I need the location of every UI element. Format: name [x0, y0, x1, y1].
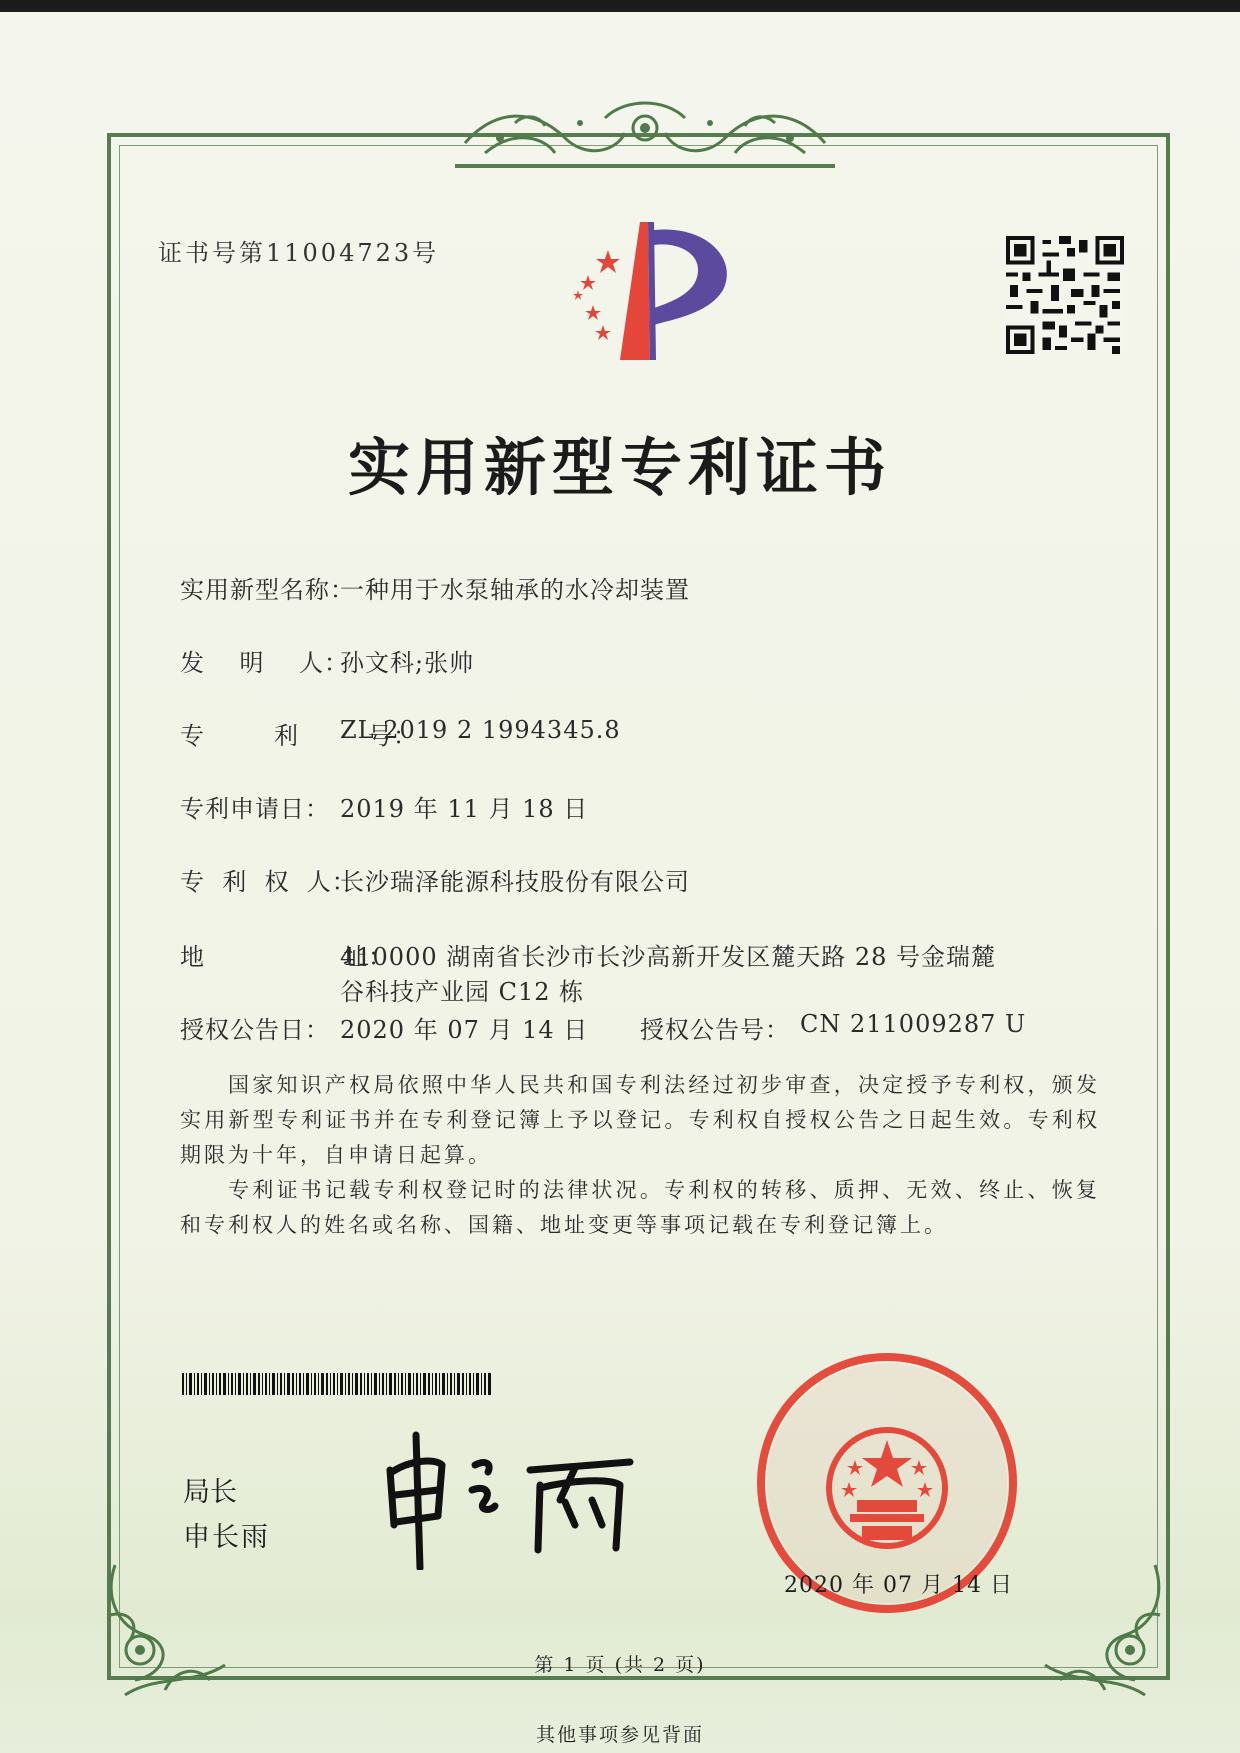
field-label: 发 明 人： — [180, 649, 350, 677]
cnipa-logo-icon — [548, 220, 748, 365]
barcode-icon — [182, 1373, 492, 1395]
field-label: 专 利 号： — [180, 722, 419, 750]
field-patentee — [180, 862, 690, 897]
field-value: 2020 年 07 月 14 日 — [340, 1016, 589, 1044]
field-value: 一种用于水泵轴承的水冷却装置 — [340, 576, 690, 604]
director-title: 局长 — [183, 1477, 237, 1508]
field-utility-model-name — [180, 570, 690, 605]
certificate-title: 实用新型专利证书 — [347, 431, 892, 504]
field-value: 2019 年 11 月 18 日 — [340, 795, 589, 823]
field-label: 授权公告日： — [180, 1016, 330, 1044]
field-label: 地 址： — [180, 943, 394, 971]
body-paragraphs — [180, 1068, 1100, 1243]
field-label: 实用新型名称： — [180, 576, 355, 604]
body-paragraph-2: 专利证书记载专利权登记时的法律状况。专利权的转移、质押、无效、终止、恢复和专利权人的姓名或名称、国籍、地址变更等事项记载在专利登记簿上。 — [180, 1178, 1100, 1237]
corner-ornament-right-icon — [1035, 1555, 1175, 1705]
qr-code-icon — [1006, 236, 1124, 354]
field-value: 孙文科;张帅 — [340, 649, 475, 677]
page-number: 第 1 页 (共 2 页) — [534, 1654, 706, 1676]
scan-edge — [0, 0, 1240, 12]
body-paragraph-1: 国家知识产权局依照中华人民共和国专利法经过初步审查，决定授予专利权，颁发实用新型专利证书并在专利登记簿上予以登记。专利权自授权公告之日起生效。专利权期限为十年，自申请日起算。 — [180, 1073, 1100, 1167]
back-note: 其他事项参见背面 — [535, 1724, 704, 1746]
field-label: 专利申请日： — [180, 795, 330, 823]
field-announce-date — [180, 1010, 589, 1045]
seal-date: 2020 年 07 月 14 日 — [784, 1573, 1013, 1598]
field-value: ZL 2019 2 1994345.8 — [340, 716, 621, 744]
field-value: CN 211009287 U — [800, 1010, 1027, 1038]
top-ornament-icon — [455, 98, 835, 170]
field-value-line2: 谷科技产业园 C12 栋 — [340, 978, 585, 1006]
certificate-number: 证书号第11004723号 — [158, 239, 440, 267]
field-announce-number — [640, 1010, 1027, 1045]
field-label: 专 利 权 人： — [180, 868, 357, 896]
director-name: 申长雨 — [183, 1522, 270, 1553]
field-value: 长沙瑞泽能源科技股份有限公司 — [340, 868, 690, 896]
field-label: 授权公告号： — [640, 1016, 790, 1044]
field-patent-number — [180, 716, 621, 751]
field-inventor — [180, 643, 475, 678]
field-value-line1: 410000 湖南省长沙市长沙高新开发区麓天路 28 号金瑞麓 — [340, 943, 997, 971]
field-filing-date — [180, 789, 589, 824]
director-signature-icon — [380, 1430, 650, 1570]
corner-ornament-left-icon — [95, 1555, 235, 1705]
field-address — [180, 937, 997, 1006]
